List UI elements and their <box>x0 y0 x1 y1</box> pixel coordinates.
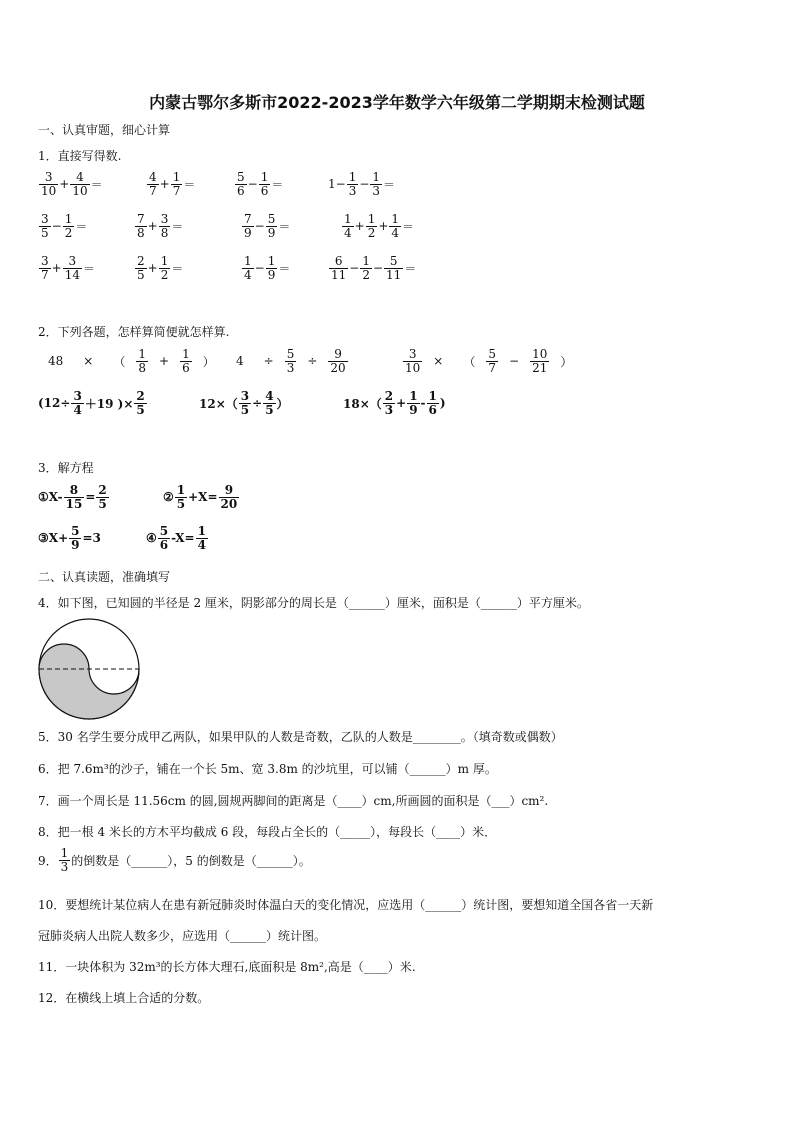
denominator: 2 <box>367 225 376 240</box>
fraction <box>389 213 401 239</box>
operator: ①X- <box>38 490 63 505</box>
denominator: 8 <box>138 360 146 375</box>
numerator: 3 <box>68 254 77 268</box>
operator: = <box>85 490 96 505</box>
denominator: 4 <box>73 402 82 417</box>
q1-expression <box>146 171 195 197</box>
operator: × <box>433 354 444 369</box>
denominator: 6 <box>260 183 269 198</box>
numerator: 1 <box>60 846 69 860</box>
q3-equation <box>163 484 240 510</box>
operator: + <box>51 261 62 276</box>
expression-body <box>134 213 183 239</box>
fraction <box>329 255 348 281</box>
operator: - <box>420 396 426 411</box>
denominator: 5 <box>136 402 145 417</box>
q2-expression <box>343 390 446 416</box>
expression-body <box>38 255 95 281</box>
fraction <box>383 390 395 416</box>
fraction <box>328 348 347 374</box>
fraction <box>135 213 147 239</box>
q9-fraction <box>59 847 71 873</box>
fraction <box>159 213 171 239</box>
q10-text-line2: 冠肺炎病人出院人数多少，应选用（______）统计图。 <box>38 929 327 943</box>
denominator: 5 <box>41 225 49 240</box>
denominator: 4 <box>344 225 352 240</box>
fraction <box>384 255 403 281</box>
operator: （ <box>113 354 126 369</box>
operator: 48 <box>48 354 64 369</box>
operator: + <box>378 219 389 234</box>
q2-expression <box>199 390 289 416</box>
operator: + <box>396 396 407 411</box>
denominator: 5 <box>265 402 274 417</box>
q5-text: 5．30 名学生要分成甲乙两队，如果甲队的人数是奇数，乙队的人数是________。（填奇数或偶数） <box>38 730 563 744</box>
q3-equation <box>38 484 110 510</box>
fraction <box>407 390 419 416</box>
numerator: 2 <box>137 254 145 268</box>
fraction <box>70 171 89 197</box>
numerator: 1 <box>367 212 376 226</box>
fraction <box>285 348 297 374</box>
q3-label: 3．解方程 <box>38 461 94 475</box>
denominator: 15 <box>65 496 83 511</box>
operator: ＝ <box>183 177 196 192</box>
q7-text: 7．画一个周长是 11.56cm 的圆,圆规两脚间的距离是（____）cm,所画圆的面积是（___）cm². <box>38 794 549 808</box>
fraction <box>63 255 82 281</box>
q1-label: 1．直接写得数. <box>38 149 122 163</box>
operator: ＝ <box>271 177 284 192</box>
operator: -X= <box>171 531 195 546</box>
numerator: 9 <box>224 483 234 497</box>
numerator: 4 <box>265 389 274 403</box>
operator: (12÷ <box>38 396 71 411</box>
q1-expression <box>38 213 87 239</box>
q3-equation <box>146 525 209 551</box>
numerator: 5 <box>389 254 398 268</box>
operator: （ <box>463 354 476 369</box>
section-1-heading: 一、认真审题，细心计算 <box>38 123 171 137</box>
expression-body <box>241 213 290 239</box>
operator: − <box>372 261 384 276</box>
q1-expression <box>234 171 283 197</box>
denominator: 9 <box>267 267 276 282</box>
fraction <box>175 484 187 510</box>
expression-body <box>402 348 582 374</box>
denominator: 5 <box>98 496 107 511</box>
numerator: 7 <box>137 212 145 226</box>
fraction <box>427 390 439 416</box>
operator: +X= <box>188 490 218 505</box>
denominator: 4 <box>197 537 206 552</box>
numerator: 1 <box>160 254 169 268</box>
q2-expression <box>226 348 349 374</box>
q3-equation <box>38 525 101 551</box>
q9-number: 9． <box>38 853 58 868</box>
denominator: 4 <box>244 267 252 282</box>
expression-body <box>328 171 395 197</box>
q6-text: 6．把 7.6m³的沙子，铺在一个长 5m、宽 3.8m 的沙坑里，可以铺（______）m 厚。 <box>38 762 497 776</box>
numerator: 1 <box>428 389 437 403</box>
q1-expression <box>38 171 103 197</box>
numerator: 9 <box>334 347 342 361</box>
operator: ＋19 )× <box>84 396 134 411</box>
numerator: 8 <box>69 483 79 497</box>
operator: × <box>83 354 94 369</box>
fraction <box>39 213 51 239</box>
numerator: 1 <box>391 212 400 226</box>
denominator: 6 <box>428 402 437 417</box>
operator: − <box>51 219 62 234</box>
fraction <box>134 390 146 416</box>
operator: ) <box>439 396 446 411</box>
denominator: 21 <box>532 360 548 375</box>
numerator: 5 <box>488 347 496 361</box>
expression-body <box>38 171 103 197</box>
numerator: 5 <box>286 347 295 361</box>
denominator: 8 <box>137 225 145 240</box>
q1-expression <box>241 213 290 239</box>
denominator: 5 <box>176 496 186 511</box>
operator: ＝ <box>171 261 184 276</box>
numerator: 5 <box>71 524 80 538</box>
operator: + <box>159 177 170 192</box>
denominator: 2 <box>64 225 73 240</box>
fraction <box>266 213 278 239</box>
q2-expression <box>402 348 582 374</box>
section-2-heading: 二、认真读题，准确填写 <box>38 570 171 584</box>
expression-body <box>38 213 87 239</box>
denominator: 2 <box>160 267 169 282</box>
numerator: 1 <box>176 483 186 497</box>
denominator: 6 <box>182 360 190 375</box>
q2-expression <box>38 390 148 416</box>
denominator: 20 <box>330 360 346 375</box>
q1-expression <box>241 255 290 281</box>
denominator: 9 <box>409 402 418 417</box>
fraction <box>69 525 81 551</box>
numerator: 5 <box>267 212 276 226</box>
fraction <box>366 213 378 239</box>
fraction <box>486 348 498 374</box>
operator: ＝ <box>383 177 396 192</box>
denominator: 11 <box>386 267 402 282</box>
denominator: 6 <box>237 183 245 198</box>
denominator: 5 <box>137 267 145 282</box>
numerator: 6 <box>334 254 343 268</box>
denominator: 14 <box>64 267 80 282</box>
denominator: 9 <box>71 537 80 552</box>
numerator: 1 <box>344 212 352 226</box>
numerator: 1 <box>172 170 181 184</box>
numerator: 1 <box>362 254 370 268</box>
numerator: 3 <box>73 389 82 403</box>
fraction <box>71 390 83 416</box>
expression-body <box>341 213 414 239</box>
fraction <box>136 348 148 374</box>
numerator: 2 <box>136 389 145 403</box>
denominator: 9 <box>244 225 252 240</box>
operator: − <box>254 261 265 276</box>
numerator: 5 <box>237 170 245 184</box>
expression-body <box>199 390 289 416</box>
q1-expression <box>341 213 414 239</box>
numerator: 1 <box>260 170 269 184</box>
q8-text: 8．把一根 4 米长的方木平均截成 6 段，每段占全长的（_____），每段长（____）米． <box>38 825 497 839</box>
operator: ＝ <box>90 177 103 192</box>
denominator: 10 <box>41 183 57 198</box>
yin-yang-circle-figure <box>36 618 144 722</box>
numerator: 5 <box>159 524 169 538</box>
fraction <box>63 213 75 239</box>
numerator: 1 <box>182 347 190 361</box>
expression-body <box>134 255 183 281</box>
expression-body <box>226 348 349 374</box>
denominator: 7 <box>172 183 181 198</box>
numerator: 3 <box>44 170 53 184</box>
fraction <box>196 525 208 551</box>
numerator: 3 <box>160 212 169 226</box>
q1-expression <box>38 255 95 281</box>
operator: + <box>159 354 170 369</box>
fraction <box>180 348 192 374</box>
q1-expression <box>328 171 395 197</box>
q1-expression <box>134 255 183 281</box>
fraction <box>64 484 85 510</box>
expression-body <box>38 484 110 510</box>
expression-body <box>38 390 148 416</box>
denominator: 20 <box>220 496 238 511</box>
q2-expression <box>38 348 225 374</box>
fraction <box>159 255 171 281</box>
numerator: 1 <box>138 347 146 361</box>
numerator: 4 <box>76 170 84 184</box>
operator: ＝ <box>402 219 415 234</box>
operator: 4 <box>236 354 244 369</box>
numerator: 2 <box>384 389 394 403</box>
operator: − <box>349 261 360 276</box>
numerator: 1 <box>64 212 73 226</box>
fraction <box>242 255 254 281</box>
operator: ＝ <box>171 219 184 234</box>
denominator: 7 <box>41 267 49 282</box>
numerator: 3 <box>41 212 49 226</box>
numerator: 1 <box>372 170 381 184</box>
operator: + <box>354 219 365 234</box>
denominator: 8 <box>160 225 169 240</box>
numerator: 1 <box>409 389 418 403</box>
fraction <box>135 255 147 281</box>
operator: ÷ <box>263 354 274 369</box>
denominator: 3 <box>60 859 69 874</box>
denominator: 3 <box>372 183 381 198</box>
fraction <box>242 213 254 239</box>
q9-text: 的倒数是（______），5 的倒数是（______）。 <box>71 853 311 868</box>
fraction <box>370 171 382 197</box>
fraction <box>235 171 247 197</box>
operator: ） <box>276 396 289 411</box>
fraction <box>239 390 251 416</box>
fraction <box>39 171 58 197</box>
operator: − <box>254 219 265 234</box>
fraction <box>39 255 51 281</box>
operator: ＝ <box>404 261 417 276</box>
q9-line <box>38 847 311 873</box>
operator: ＝ <box>278 219 291 234</box>
operator: ＝ <box>278 261 291 276</box>
numerator: 2 <box>98 483 107 497</box>
fraction <box>158 525 170 551</box>
fraction <box>259 171 271 197</box>
expression-body <box>38 348 225 374</box>
fraction <box>530 348 549 374</box>
operator: + <box>59 177 70 192</box>
fraction <box>347 171 359 197</box>
q4-text: 4．如下图，已知圆的半径是 2 厘米，阴影部分的周长是（______）厘米，面积是（______）平方厘米。 <box>38 596 589 610</box>
q1-expression <box>328 255 416 281</box>
denominator: 3 <box>286 360 295 375</box>
operator: ＝ <box>82 261 95 276</box>
denominator: 4 <box>391 225 400 240</box>
operator: ） <box>560 354 573 369</box>
page-title: 内蒙古鄂尔多斯市2022-2023学年数学六年级第二学期期末检测试题 <box>149 93 645 112</box>
operator: ÷ <box>252 396 263 411</box>
numerator: 1 <box>244 254 252 268</box>
expression-body <box>146 525 209 551</box>
numerator: 3 <box>240 389 250 403</box>
denominator: 10 <box>72 183 88 198</box>
expression-body <box>328 255 416 281</box>
numerator: 10 <box>532 347 548 361</box>
operator: − <box>509 354 520 369</box>
denominator: 3 <box>384 402 394 417</box>
denominator: 7 <box>488 360 496 375</box>
fraction <box>96 484 108 510</box>
q1-expression <box>134 213 183 239</box>
fraction <box>403 348 422 374</box>
fraction <box>171 171 183 197</box>
expression-body <box>38 525 101 551</box>
q10-text-line1: 10．要想统计某位病人在患有新冠肺炎时体温白天的变化情况，应选用（______）统计图，要想知道全国各省一天新 <box>38 898 654 912</box>
denominator: 11 <box>331 267 347 282</box>
denominator: 6 <box>159 537 169 552</box>
operator: =3 <box>82 531 101 546</box>
numerator: 1 <box>267 254 276 268</box>
fraction <box>147 171 159 197</box>
denominator: 10 <box>405 360 421 375</box>
operator: + <box>147 261 158 276</box>
numerator: 3 <box>41 254 49 268</box>
denominator: 2 <box>362 267 370 282</box>
operator: ÷ <box>307 354 318 369</box>
operator: ② <box>163 490 174 505</box>
operator: 1− <box>328 177 346 192</box>
expression-body <box>241 255 290 281</box>
numerator: 3 <box>408 347 417 361</box>
q11-text: 11．一块体积为 32m³的长方体大理石,底面积是 8m²,高是（____）米. <box>38 960 416 974</box>
expression-body <box>234 171 283 197</box>
fraction <box>219 484 240 510</box>
operator: − <box>359 177 370 192</box>
numerator: 1 <box>197 524 206 538</box>
operator: ） <box>202 354 215 369</box>
operator: ③X+ <box>38 531 69 546</box>
denominator: 5 <box>240 402 250 417</box>
operator: ＝ <box>75 219 88 234</box>
operator: 18×（ <box>343 396 382 411</box>
numerator: 7 <box>244 212 252 226</box>
expression-body <box>343 390 446 416</box>
denominator: 3 <box>348 183 357 198</box>
denominator: 7 <box>149 183 157 198</box>
operator: ④ <box>146 531 157 546</box>
denominator: 9 <box>267 225 276 240</box>
q2-label: 2．下列各题，怎样算简便就怎样算. <box>38 325 230 339</box>
expression-body <box>163 484 240 510</box>
expression-body <box>146 171 195 197</box>
fraction <box>266 255 278 281</box>
operator: + <box>147 219 158 234</box>
numerator: 4 <box>149 170 157 184</box>
fraction <box>342 213 354 239</box>
numerator: 1 <box>348 170 357 184</box>
fraction <box>263 390 275 416</box>
operator: 12×（ <box>199 396 238 411</box>
fraction <box>360 255 372 281</box>
operator: − <box>247 177 258 192</box>
q12-text: 12．在横线上填上合适的分数。 <box>38 991 210 1005</box>
